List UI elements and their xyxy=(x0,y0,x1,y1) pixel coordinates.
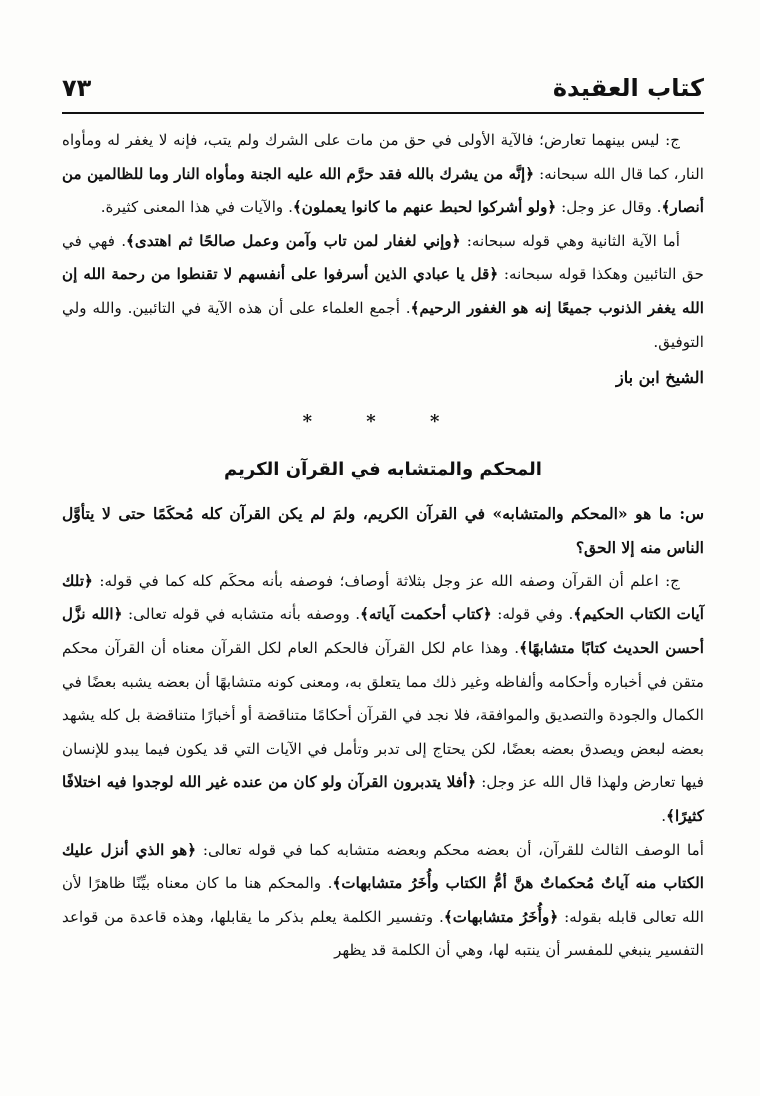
text-run: . والمحكم هنا ما كان معناه بيِّنًا ظاهرًا لأن الله تعالى قابله بقوله: xyxy=(62,874,704,926)
quran-verse: ﴿إنَّه من يشرك بالله فقد حرَّم الله عليه الجنة ومأواه النار وما للظالمين من أنصار﴾ xyxy=(62,164,704,217)
question: س: ما هو «المحكم والمتشابه» في القرآن الكريم، ولمَ لم يكن القرآن كله مُحكَمًا حتى لا يتأوَّل الناس منه إلا الحق؟ xyxy=(62,503,704,557)
text-run: . أجمع العلماء على أن هذه الآية في التائبين. والله ولي التوفيق. xyxy=(62,298,704,351)
quran-verse: ﴿قل يا عبادي الذين أسرفوا على أنفسهم لا تقنطوا من رحمة الله إن الله يغفر الذنوب جميعًا إنه هو الغفور الرحيم﴾ xyxy=(62,265,704,317)
text-run: أما الوصف الثالث للقرآن، أن بعضه محكم وبعضه متشابه كما في قوله تعالى: xyxy=(196,840,704,859)
text-run: . وتفسير الكلمة يعلم بذكر ما يقابلها، وهذه قاعدة من قواعد التفسير ينبغي للمفسر أن ينتبه لها، وهي أن الكلمة قد يظهر xyxy=(62,907,704,960)
answer-paragraph xyxy=(62,124,704,225)
text-run: . والآيات في هذا المعنى كثيرة. xyxy=(100,198,293,217)
text-run: . وهذا عام لكل القرآن فالحكم العام لكل القرآن معناه أن القرآن محكم متقن في أخباره وأحكامه وألفاظه وغير ذلك مما يتعلق به، ومعنى كونه متشابهًا أن بعضه يشبه بعضًا في الكمال والجودة والتصديق والموافقة، فلا نجد في القرآن أحكامًا متناقضة أو أخبارًا متناقضة بل كله يشهد بعضه لبعض ويصدق بعضه بعضًا، لكن يحتاج إلى تدبر وتأمل في الآيات التي قد يكون فيما يبدو للإنسان فيها تعارض ولهذا قال الله عز وجل: xyxy=(62,638,704,792)
text-run: أما الآية الثانية وهي قوله سبحانه: xyxy=(460,231,680,250)
quran-verse: ﴿ولو أشركوا لحبط عنهم ما كانوا يعملون﴾ xyxy=(292,198,557,217)
quran-verse: ﴿الله نزَّل أحسن الحديث كتابًا متشابهًا﴾ xyxy=(62,605,704,657)
page xyxy=(62,64,704,968)
section-separator: * * * xyxy=(302,410,464,432)
page-header xyxy=(62,64,704,104)
quran-verse: ﴿كتاب أحكمت آياته﴾ xyxy=(360,605,492,624)
text-run: . فهي في حق التائبين وهكذا قوله سبحانه: xyxy=(62,231,705,284)
header-rule xyxy=(62,112,704,114)
quran-verse: ﴿أفلا يتدبرون القرآن ولو كان من عنده غير الله لوجدوا فيه اختلافًا كثيرًا﴾ xyxy=(62,773,704,825)
text-run: ج: ليس بينهما تعارض؛ فالآية الأولى في حق من مات على الشرك ولم يتب، فإنه لا يغفر له ومأواه النار، كما قال الله سبحانه: xyxy=(62,131,704,183)
quran-verse: ﴿تلك آيات الكتاب الحكيم﴾ xyxy=(62,571,704,624)
answer-paragraph xyxy=(62,834,704,968)
section-title: المحكم والمتشابه في القرآن الكريم xyxy=(224,458,542,480)
quran-verse: ﴿وإني لغفار لمن تاب وآمن وعمل صالحًا ثم اهتدى﴾ xyxy=(126,231,461,250)
text-run: ج: اعلم أن القرآن وصفه الله عز وجل بثلاثة أوصاف؛ فوصفه بأنه محكَم كله كما في قوله: xyxy=(92,571,680,590)
page-body xyxy=(62,124,704,968)
answer-paragraph xyxy=(62,225,704,359)
answer-paragraph xyxy=(62,565,704,834)
quran-verse: ﴿هو الذي أنزل عليك الكتاب منه آياتٌ مُحكماتٌ هنَّ أمُّ الكتاب وأُخَرُ متشابهات﴾ xyxy=(62,840,704,893)
text-run: . وفي قوله: xyxy=(491,605,574,624)
book-title: كتاب العقيدة xyxy=(552,74,704,102)
text-run: . وقال عز وجل: xyxy=(556,198,662,217)
text-run: . ووصفه بأنه متشابه في قوله تعالى: xyxy=(122,605,361,624)
page-number: ٧٣ xyxy=(62,74,92,102)
signature: الشيخ ابن باز xyxy=(615,368,704,388)
quran-verse: ﴿وأُخَرُ متشابهات﴾ xyxy=(443,907,559,926)
text-run: . xyxy=(661,806,667,825)
